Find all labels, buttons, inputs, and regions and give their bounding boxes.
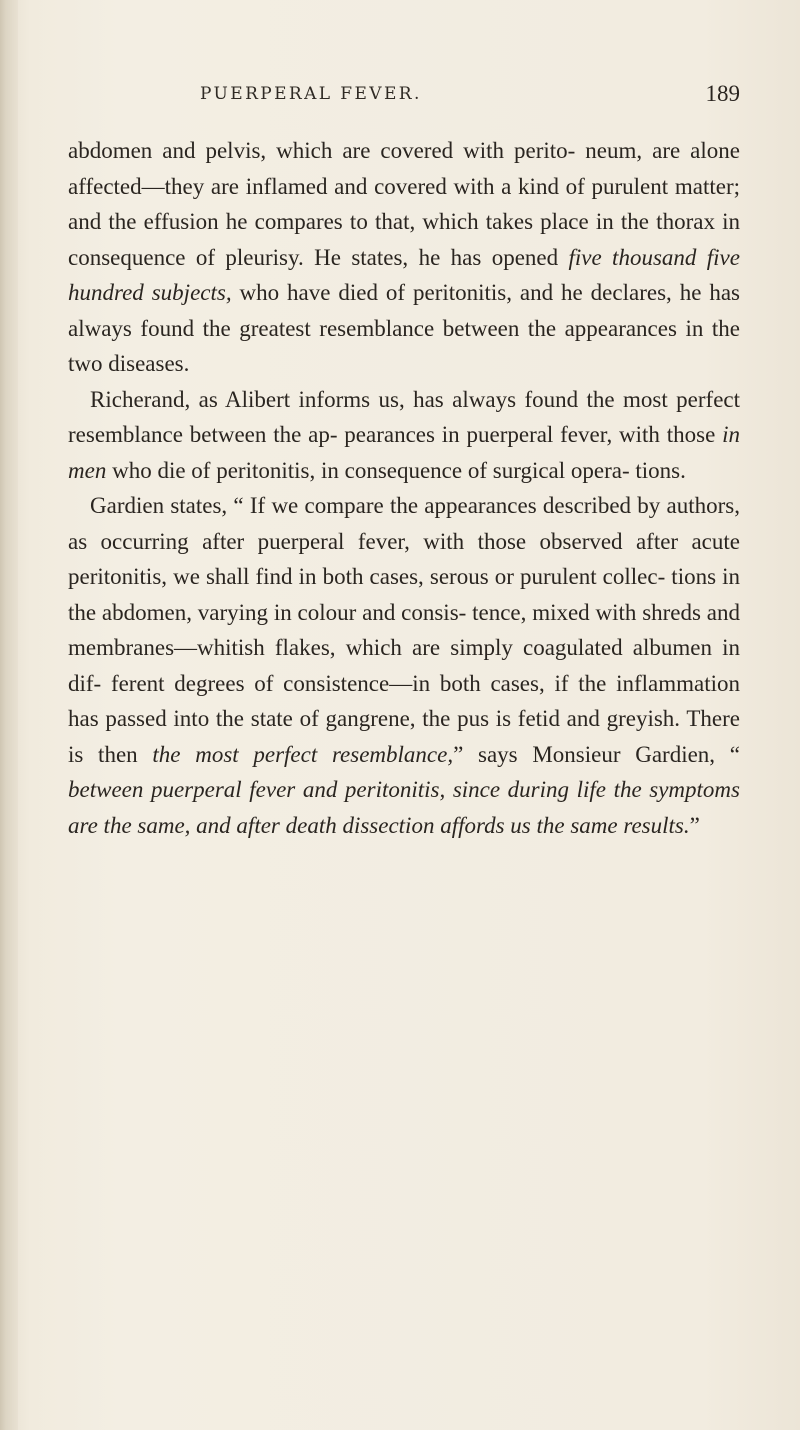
page-number: 189 <box>705 81 740 106</box>
running-head: PUERPERAL FEVER. <box>200 84 422 104</box>
paragraph-3 <box>68 488 740 843</box>
italic-text-run: between puerperal fever and peritonitis, since during life the symptoms are the same, and after death dissection affords us the same results. <box>68 777 740 838</box>
body-text <box>68 133 740 843</box>
text-run: Richerand, as Alibert informs us, has always found the most perfect resemblance between the ap- pearances in puerperal fever, with those <box>68 386 740 447</box>
paragraph-2 <box>68 382 740 489</box>
text-run: ” <box>689 812 700 838</box>
text-run: who have died of peritonitis, and he declares, he has always found the greatest resemblance between the appearances in the two diseases. <box>68 280 740 376</box>
text-run: ” says Monsieur Gardien, “ <box>453 741 740 767</box>
italic-text-run: in men <box>68 422 740 483</box>
italic-text-run: the most perfect resemblance, <box>152 741 454 767</box>
text-run: who die of peritonitis, in consequence of surgical opera- tions. <box>106 457 686 483</box>
italic-text-run: five thousand five hundred subjects, <box>68 244 740 305</box>
text-run: Gardien states, “ If we compare the appearances described by authors, as occurring after puerperal fever, with those observed after acute peritonitis, we shall find in both cases, serous or purulent collec- tions in the abdomen, varying in colour and consis- tence, mixed with shreds and membranes—whitish flakes, which are simply coagulated albumen in dif- ferent degrees of consistence—in both cases, if the inflammation has passed into the state of gangrene, the pus is fetid and greyish. There is then <box>68 493 740 767</box>
page-gutter-shadow <box>0 0 18 1430</box>
text-run: abdomen and pelvis, which are covered with perito- neum, are alone affected—they are inflamed and covered with a kind of purulent matter; and the effusion he compares to that, which takes place in the thorax in consequence of pleurisy. He states, he has opened <box>68 138 740 270</box>
paragraph-1 <box>68 133 740 382</box>
page-header <box>200 81 740 114</box>
